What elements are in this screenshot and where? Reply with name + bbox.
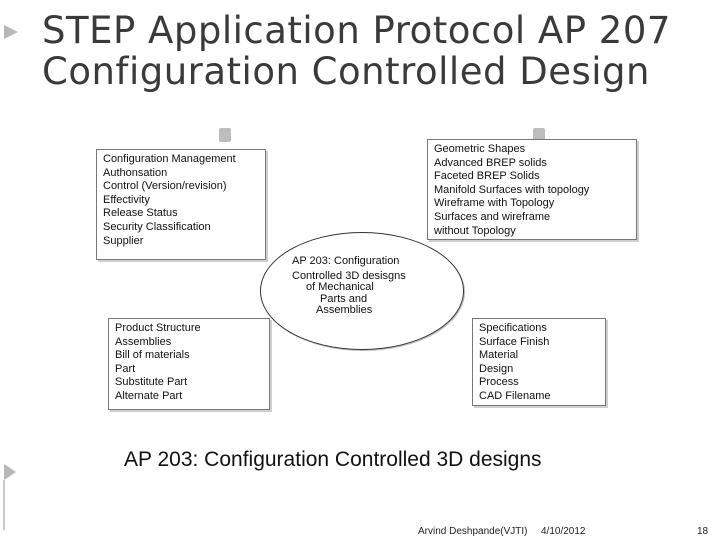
center-line: Controlled 3D desisgns [292,269,406,282]
box-geometric-shapes [427,139,637,240]
box-line: without Topology [434,224,516,237]
box-line: Substitute Part [115,376,188,389]
box-configuration-management [96,149,266,260]
box-line: Design [479,362,514,375]
box-line: Process [479,376,519,389]
box-line: Advanced BREP solids [434,156,547,169]
box-line: Configuration Management [103,153,236,165]
decorative-arrows [0,0,40,546]
title-line-1: STEP Application Protocol AP 207 [42,9,671,52]
arrow-upper [4,25,18,39]
box-line: Alternate Part [115,389,183,402]
box-line: Geometric Shapes [434,143,526,155]
box-line: Product Structure [115,322,201,334]
box-line: Supplier [103,234,144,247]
box-line: Assemblies [115,335,172,348]
box-line: Release Status [103,207,178,220]
box-line: Security Classification [103,220,211,233]
box-line: Authonsation [103,166,168,179]
footer-page-number: 18 [697,526,709,537]
ap203-diagram [94,136,644,416]
box-line: Material [479,349,519,362]
box-line: Surfaces and wireframe [434,210,551,223]
box-line: Control (Version/revision) [103,180,227,193]
box-line: Effectivity [103,193,150,206]
figure-caption: AP 203: Configuration Controlled 3D designs [124,448,542,471]
box-product-structure [108,318,270,410]
center-line: AP 203: Configuration [292,255,400,267]
box-line: Manifold Surfaces with topology [434,183,590,196]
center-line: Assemblies [316,304,373,316]
center-line: of Mechanical [306,281,374,293]
box-specifications [472,318,606,406]
box-line: Bill of materials [115,349,190,362]
box-line: Surface Finish [479,335,550,348]
box-line: Faceted BREP Solids [434,170,540,183]
center-ellipse-text [292,256,452,317]
box-line: Wireframe with Topology [434,197,555,210]
box-line: CAD Filename [479,389,551,402]
box-line: Part [115,362,136,375]
footer-date: 4/10/2012 [541,526,586,537]
box-line: Specifications [479,322,547,334]
slide-title [42,10,722,92]
footer-author: Arvind Deshpande(VJTI) [418,526,528,537]
title-line-2: Configuration Controlled Design [42,50,650,93]
center-line: Parts and [320,292,368,305]
arrow-lower [4,464,16,480]
